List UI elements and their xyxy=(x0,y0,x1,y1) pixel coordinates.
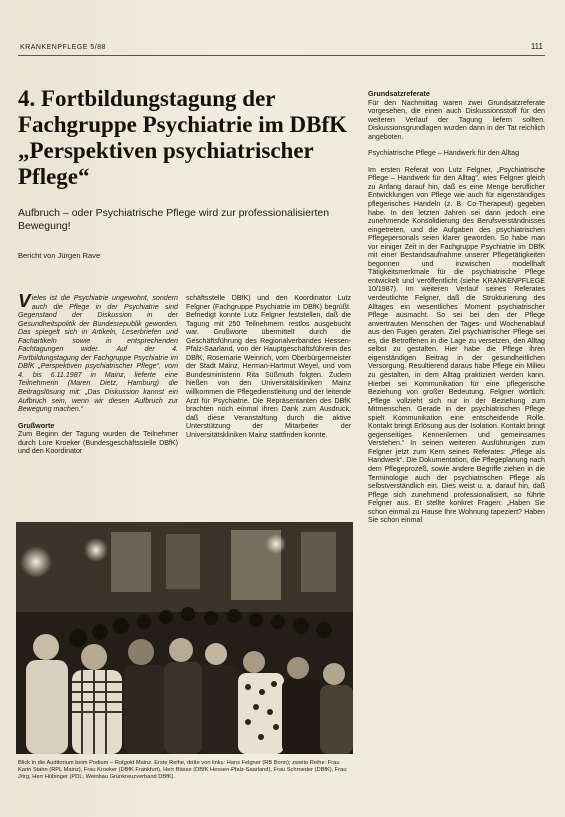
col1-paragraph: Zum Beginn der Tagung wurden die Teilnehmer durch Lore Kroeker (Bundesgeschäftsstelle DBfK) und den Koordinator xyxy=(18,430,178,456)
article-subtitle: Aufbruch – oder Psychiatrische Pflege wird zur professionalisierten Bewegung! xyxy=(18,207,330,232)
col3-paragraph-1: Für den Nachmittag waren zwei Grundsatzreferate vorgesehen, die einen auch Diskussionsstoff für den weiteren Verlauf der Tagung liefern sollten. Diskussionsgrundlagen wurden dann in der Tat reichlich angeboten. xyxy=(368,98,545,141)
header-rule xyxy=(18,55,545,56)
section-heading-grussworte: Grußworte xyxy=(18,420,55,430)
column-1 xyxy=(18,294,178,519)
article-byline: Bericht von Jürgen Rave xyxy=(18,251,101,260)
column-3 xyxy=(368,90,545,790)
page-number: 111 xyxy=(530,42,543,51)
col3-paragraph-2: Im ersten Referat von Lutz Felgner, „Psychiatrische Pflege – Handwerk für den Alltag“, wies Felgner gleich zu Anfang darauf hin, daß es eine Menge beruflicher Entwicklungen von Pflege wie auch für eigenständiges pflegerisches Handeln (z. B. Co-Therapeut) gegeben habe. In den letzten Jahren sei dann jedoch eine zunehmende Konsolidierung des Berufsverständnisses eingetreten, und die Aufgaben des psychiatrischen Pflegepersonals seien klarer geworden. So habe man vor einiger Zeit in der Fachgruppe Psychiatrie im DBfK mit einer Bestandsaufnahme unserer Pflegetätigkeiten begonnen und inzwischen modellhaft Tätigkeitsmerkmale für die psychiatrische Pflege entwickelt und veröffentlicht (siehe KRANKENPFLEGE 10/1987). Im weiteren Verlauf seines Referates verdeutlichte Felgner, daß die Strukturierung des Alltages ein wesentliches Moment psychiatrischer Pflege ausmacht. So sei bei den der Pflege anvertrauten Menschen der Tages- und Wochenablauf aus den Fugen geraten. Ziel psychiatrischer Pflege sei es, die Betroffenen in die Lage zu versetzen, den Alltag selbst zu gestalten. Hier habe die Pflege ihren eigenständigen Beitrag in der gesundheitlichen Versorgung. Resultierend daraus habe Pflege ein Milieu zu gestalten, in dem Alltag praktiziert werden kann. Hierbei sei Kommunikation für eine pflegerische Beziehung von großer Bedeutung. Felgner wörtlich: „Pflege vollzieht sich nur in der Beziehung zum Mitmenschen. Gerade in der psychiatrischen Pflege spielt Kommunikation eine entscheidende Rolle. Kontakt bringt Erlösung aus der Isolation. Kontakt bringt gegenseitiges Kennenlernen und gemeinsames Verstehen.“ In seinen weiteren Ausführungen zum Felgner jetzt zum Kern seines Referates: „Pflege als Handwerk“. Die Dokumentation, die Pflegeplanung nach dem Pflegeprozeß, sowie andere Begriffe ziehen in die Terminologie auch der psychiatrischen Pflege als selbstverständlich ein. Dies weist u. a. darauf hin, daß Pflege sich zunehmend professionalisiert, so führte Felgner aus. Er stellte konkret Fragen: „Haben Sie schon einmal zu Hause Ihre Wohnung tapeziert? Haben Sie schon einmal xyxy=(368,165,545,525)
photo-caption: Blick in die Auditorium beim Podium – Rotgold Mainz. Erste Reihe, dritte von links: Hans Felgner (RB Bonn); zweite Reihe: Frau Karin Stahn (RPL Mainz), Frau Kroeker (DBfK Frankfurt), Herr Bässe (DBfK Hessen-Pfalz-Saarland), Frau Schroeder (DBfK), Frau Jörg, Herr Hübinger (PDL, Weinbau Grünkreuzverband DBfK). xyxy=(18,760,347,781)
column-2 xyxy=(186,294,351,519)
drop-cap: V xyxy=(18,294,31,312)
running-header: KRANKENPFLEGE 5/88 xyxy=(20,44,107,51)
col3-subheading: Psychiatrische Pflege – Handwerk für den Alltag xyxy=(368,149,520,158)
col2-paragraph: schäftsstelle DBfK) und den Koordinator Lutz Felgner (Fachgruppe Psychiatrie im DBfK) begrüßt. Befriedigt konnte Lutz Felgner feststellen, daß die Tagung mit 250 Teilnehmern restlos ausgebucht war. Grußworte übermittelt durch die Geschäftsführung des Regionalverbandes Hessen-Pfalz-Saarland, von der Hauptgeschäftsführerin des DBfK, Rosemarie Weinrich, vom Oberbürgermeister der Stadt Mainz, Herman-Hartmut Weyel, und vom Bundesministerin Rita Süßmuth folgten. Zudem hießen von den Universitätskliniken Mainz willkommen die Pflegedienstleitung und der leitende Arzt für Psychiatrie. Die Repräsentanten des DBfK brachten noch einmal ihren Dank zum Ausdruck, daß diese Veranstaltung durch die aktive Unterstützung der Mitarbeiter der Universitätskliniken Mainz stattfinden konnte. xyxy=(186,294,351,439)
section-heading-grundsatzreferate: Grundsatzreferate xyxy=(368,90,430,98)
audience-photo xyxy=(16,522,353,754)
intro-paragraph: Vieles ist die Psychiatrie ungewohnt, sondern auch die Pflege in der Psychiatrie sind Gegenstand der Diskussion in der Gesundheitspolitik der Bundesrepublik geworden. Das spiegelt sich in Artikeln, Leserbriefen und Fachartikeln sowie in entsprechenden Fachtagungen wider. Auf der 4. Fortbildungstagung der Fachgruppe Psychiatrie im DBfK „Perspektiven psychiatrischer Pflege“, vom 4. bis 6.11.1987 in Mainz, lieferte eine Teilnehmerin (Maren Dietz, Hamburg) die Beitragslösung mit: „Das Diskussion kannst ein Aufbruch sein, wenn wir diesen Aufbruch zur Bewegung machen.“ xyxy=(18,294,178,414)
audience-photo-illustration xyxy=(16,522,353,754)
article-title: 4. Fortbildungstagung der Fachgruppe Psychiatrie im DBfK „Perspektiven psychiatrischer Pflege“ xyxy=(18,86,347,189)
